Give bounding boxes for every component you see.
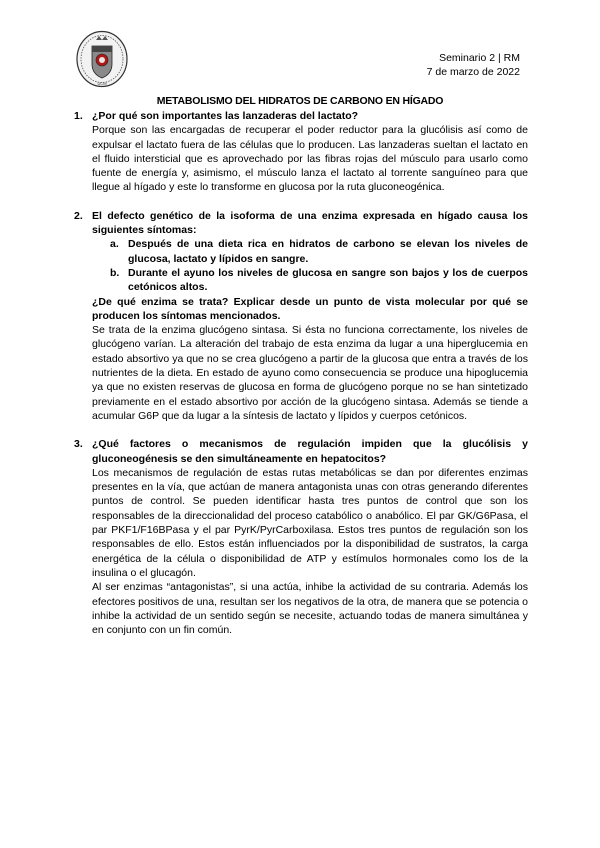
- document-title: METABOLISMO DEL HIDRATOS DE CARBONO EN HÍGADO: [156, 95, 444, 107]
- header-info: [427, 51, 520, 79]
- document-body: [74, 109, 528, 637]
- question-answer: Los mecanismos de regulación de estas rutas metabólicas se dan por diferentes enzimas presentes en la vía, que actúan de manera antagonista unas con otras generando diferentes puntos de control. Se pueden identificar hasta tres puntos de control que son los responsables de la direccionalidad del proceso catabólico o anabólico. El par GK/G6Pasa, el par PKF1/F16BPasa y el par PyrK/PyrCarboxilasa. Estos tres puntos de regulación son los responsables de ello. Estos están influenciados por la disponibilidad de sustratos, la carga energética de la célula o disponibilidad de ATP y estímulos hormonales como los de la insulina o el glucagón.: [92, 466, 528, 579]
- question-title: El defecto genético de la isoforma de una enzima expresada en hígado causa los siguientes síntomas:: [92, 209, 528, 237]
- question-number: 2.: [74, 209, 83, 222]
- date-label: 7 de marzo de 2022: [426, 66, 520, 78]
- question-answer-continued: Al ser enzimas “antagonistas”, si una actúa, inhibe la actividad de su contraria. Además los efectores positivos de una, resultan ser los negativos de la otra, de manera que se potencia o inhibe la actividad de un sentido según se necesite, actuando todas de manera simultánea y en conjunto con un fin común.: [92, 581, 528, 637]
- question-answer: Porque son las encargadas de recuperar el poder reductor para la glucólisis así como de expulsar el lactato fuera de las células que lo producen. Las lanzaderas sueltan el lactato en el fluido intersticial que es aprovechado por las fibras rojas del músculo para usarlo como fuente de energía y, asimismo, el músculo lanza el lactato al torrente sanguíneo para que llegue al hígado y este lo transforme en glucosa por la ruta gluconeogénica.: [92, 124, 528, 194]
- sub-question: ¿De qué enzima se trata? Explicar desde un punto de vista molecular por qué se producen los síntomas mencionados.: [92, 295, 528, 322]
- symptom-item: [92, 237, 528, 266]
- question-3: [74, 437, 528, 637]
- question-answer: Se trata de la enzima glucógeno sintasa. Si ésta no funciona correctamente, los niveles de glucógeno varían. La alteración del trabajo de esta enzima da lugar a una hiperglucemia en estado absortivo ya que no se crea glucógeno a partir de la glucosa que entra a través de los nutrientes de la dieta. En estado de ayuno como consecuencia se produce una hipoglucemia ya que no existen reservas de glucosa en forma de glucógeno porque no se han sintetizado previamente en el estado absortivo por acción de la glucógeno sintasa. Además se tiende a acumular G6P que da lugar a la síntesis de lactato y lípidos y cuerpos cetónicos.: [92, 324, 528, 422]
- question-2: [74, 209, 528, 423]
- symptom-item: [92, 266, 528, 295]
- symptom-item-text: Durante el ayuno los niveles de glucosa en sangre son bajos y los de cuerpos cetónicos altos.: [128, 266, 528, 294]
- symptom-item-label: a.: [110, 238, 119, 251]
- question-number: 1.: [74, 110, 83, 122]
- symptom-item-text: Después de una dieta rica en hidratos de carbono se elevan los niveles de glucosa, lactato y lípidos en sangre.: [128, 238, 528, 265]
- symptom-item-label: b.: [110, 266, 120, 279]
- university-seal-logo: [76, 30, 128, 88]
- question-number: 3.: [74, 438, 83, 451]
- question-title: ¿Qué factores o mecanismos de regulación impiden que la glucólisis y gluconeogénesis se den simultáneamente en hepatocitos?: [92, 438, 528, 465]
- seminar-label: Seminario 2 | RM: [439, 52, 520, 64]
- question-title: ¿Por qué son importantes las lanzaderas del lactato?: [92, 110, 359, 122]
- svg-text:UCM: UCM: [97, 81, 107, 86]
- question-1: [74, 109, 528, 195]
